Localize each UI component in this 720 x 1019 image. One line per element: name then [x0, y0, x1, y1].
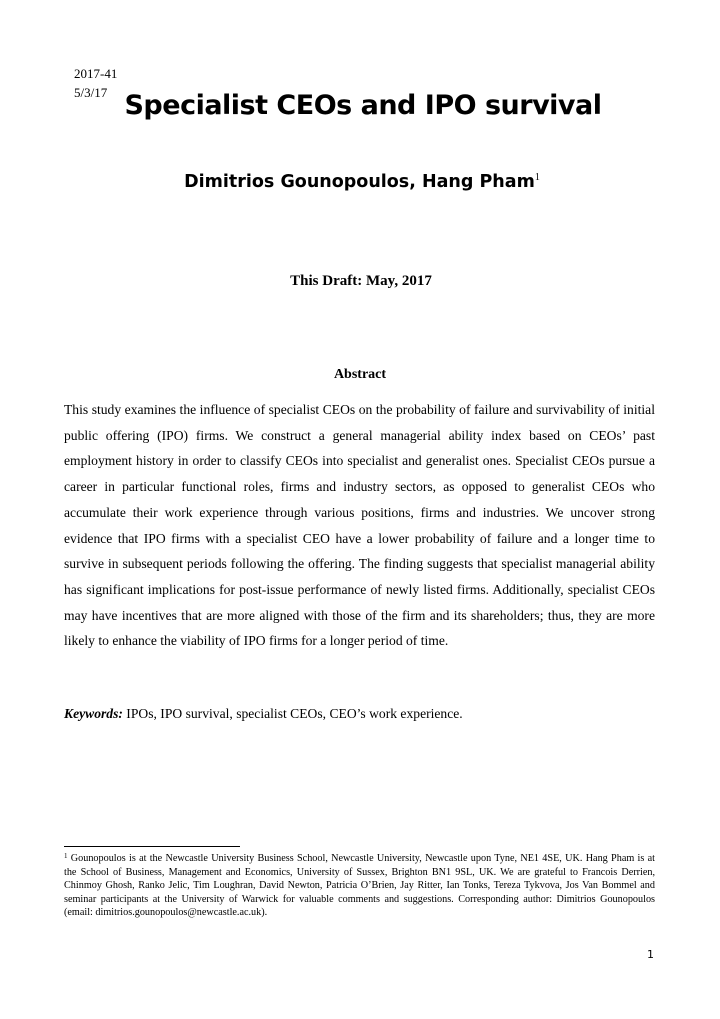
footnote-text: Gounopoulos is at the Newcastle University Business School, Newcastle University, Newcastle upon Tyne, NE1 4SE, UK. Hang Pham is at the School of Business, Management and Economics, University of Sussex, Brighton BN1 9SL, UK. We are grateful to Francois Derrien, Chinmoy Ghosh, Ranko Jelic, Tim Loughran, David Newton, Patricia O’Brien, Jay Ritter, Ian Tonks, Tereza Tykvova, Jos Van Bommel and seminar participants at the University of Warwick for valuable comments and suggestions. Corresponding author: Dimitrios Gounopoulos (email: dimitrios.gounopoulos@newcastle.ac.uk).: [64, 853, 655, 918]
author-footnote-mark: 1: [534, 172, 540, 183]
paper-id: 2017-41: [74, 66, 118, 81]
page-number: 1: [647, 948, 654, 961]
keywords-label: Keywords:: [64, 706, 123, 721]
abstract-body: This study examines the influence of specialist CEOs on the probability of failure and survivability of initial public offering (IPO) firms. We construct a general managerial ability index based on CEOs’ past employment history in order to classify CEOs into specialist and generalist ones. Specialist CEOs pursue a career in particular functional roles, firms and industry sectors, as opposed to generalist CEOs who accumulate their work experience through various positions, firms and industries. We uncover strong evidence that IPO firms with a specialist CEO have a lower probability of failure and a longer time to survive in subsequent periods following the offering. The finding suggests that specialist managerial ability has significant implications for post-issue performance of newly listed firms. Additionally, specialist CEOs may have incentives that are more aligned with those of the firm and its shareholders; thus, they are more likely to enhance the viability of IPO firms for a longer period of time.: [64, 402, 655, 649]
author-line: [0, 168, 720, 196]
abstract-heading: Abstract: [333, 367, 387, 382]
keywords-line: [64, 703, 664, 725]
paper-date: 5/3/17: [74, 85, 108, 100]
keywords-text: IPOs, IPO survival, specialist CEOs, CEO’s work experience.: [122, 706, 463, 721]
footnote: [64, 852, 655, 920]
footnote-divider: [64, 846, 240, 847]
author-names: Dimitrios Gounopoulos, Hang Pham: [184, 172, 535, 192]
paper-title: Specialist CEOs and IPO survival: [124, 90, 602, 121]
draft-date: This Draft: May, 2017: [290, 273, 432, 289]
footnote-mark: 1: [64, 852, 68, 860]
